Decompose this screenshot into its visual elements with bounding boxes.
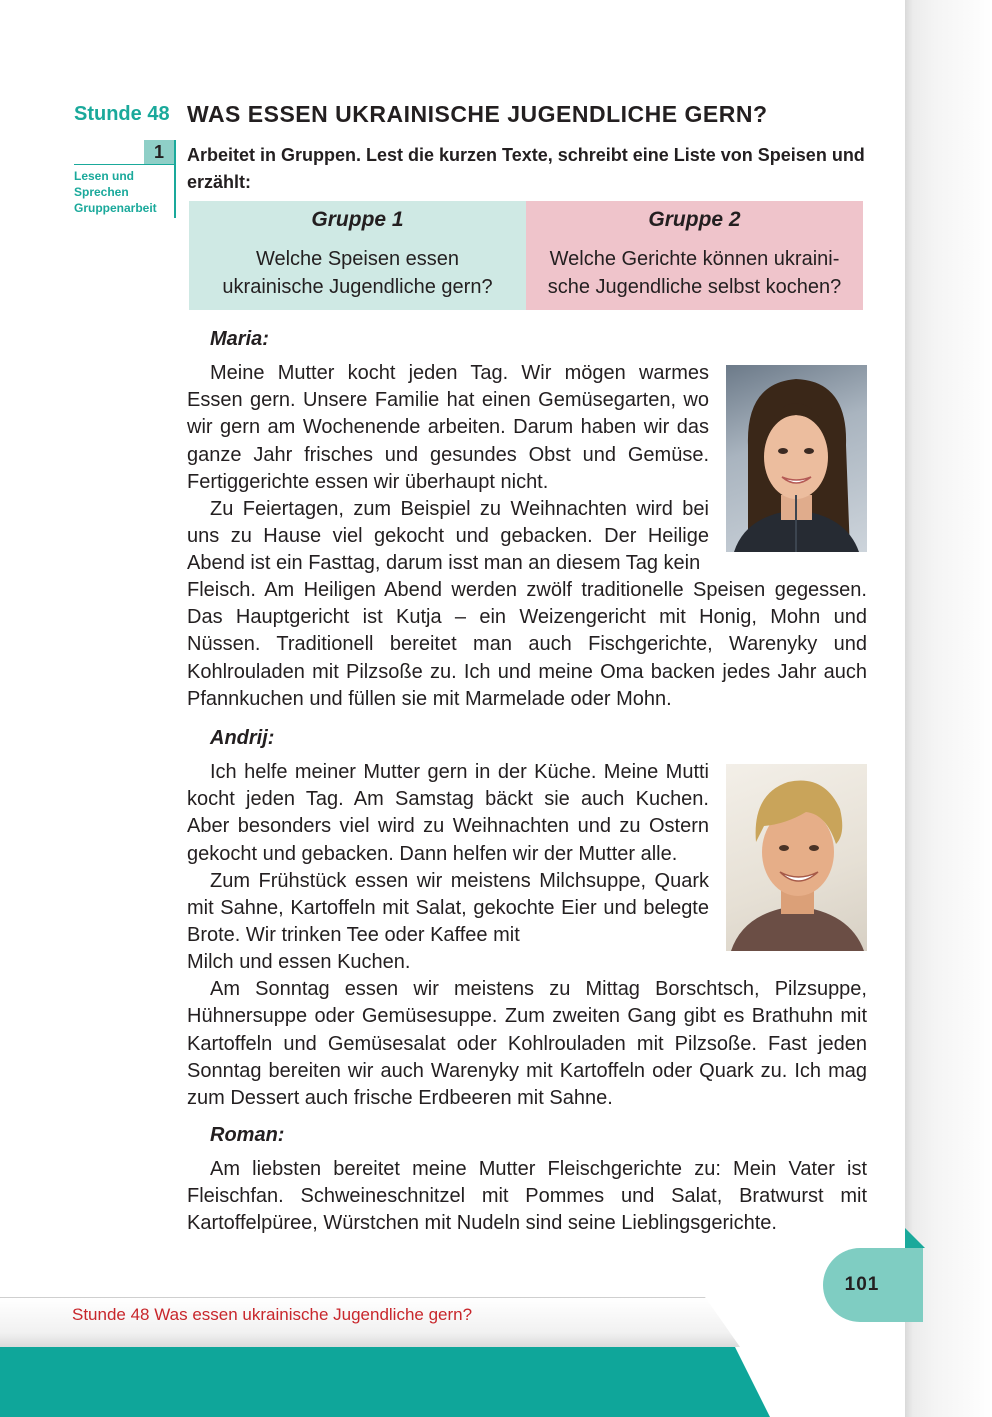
group-table (189, 201, 865, 310)
lesson-label: Stunde 48 (74, 103, 170, 125)
group-2-cell (526, 201, 863, 310)
page-number: 101 (844, 1274, 880, 1295)
paragraph: Ich helfe meiner Mutter gern in der Küche. Meine Mutti kocht jeden Tag. Am Samstag bäckt sie auch Kuchen. Aber besonders viel wird zu Weihnachten und zu Ostern gekocht und gebacken. Dann helfen wir der Mutter alle. (187, 761, 709, 865)
task-instruction: Arbeitet in Gruppen. Lest die kurzen Texte, schreibt eine Liste von Speisen und erzählt: (187, 145, 865, 192)
paragraph: Zum Frühstück essen wir meistens Milchsuppe, Quark mit Sahne, Kartoffeln mit Salat, gekochte Eier und belegte Brote. Wir trinken Tee oder Kaffee mit (187, 869, 709, 947)
speaker-name-roman: Roman: (210, 1124, 285, 1146)
question-line: sche Jugendliche selbst kochen? (547, 276, 842, 298)
task-divider (74, 164, 174, 165)
roman-text (187, 1156, 867, 1238)
group-2-question (526, 245, 863, 301)
speaker-name-maria: Maria: (210, 328, 269, 350)
portrait-boy-image (726, 764, 867, 951)
paragraph: Zu Feiertagen, zum Beispiel zu Weihnachten wird bei uns zu Hause viel gekocht und gebacken. Der Heilige Abend ist ein Fasttag, darum isst man an diesem Tag kein (187, 498, 709, 575)
paragraph-continued: Milch und essen Kuchen. (187, 951, 411, 973)
andrij-text-wrapped (187, 759, 709, 949)
page-edge-shadow (905, 0, 992, 1417)
skill-label: Gruppenarbeit (74, 201, 157, 215)
question-line: ukrainische Jugendliche gern? (222, 276, 493, 298)
group-1-cell (189, 201, 526, 310)
maria-text-full (187, 577, 867, 713)
portrait-girl-image (726, 365, 867, 552)
photo-andrij (726, 764, 867, 951)
task-number: 1 (144, 140, 174, 164)
page-title: WAS ESSEN UKRAINISCHE JUGENDLICHE GERN? (187, 101, 768, 127)
footer-band (0, 1347, 770, 1417)
paragraph: Am Sonntag essen wir meistens zu Mittag Borschtsch, Pilzsuppe, Hühnersuppe oder Gemüsesuppe. Zum zweiten Gang gibt es Brathuhn mit Kartoffeln und Gemüsesalat oder Kohlrouladen mit Pilzsoße. Fast jeden Sonntag bereiten wir auch Warenyky mit Kartoffeln oder Quark zu. Ich mag zum Dessert auch frische Erdbeeren mit Sahne. (187, 978, 867, 1110)
skill-label: Sprechen (74, 185, 129, 199)
speaker-name-andrij: Andrij: (210, 727, 275, 749)
group-1-question (189, 245, 526, 301)
photo-maria (726, 365, 867, 552)
question-line: Welche Gerichte können ukraini- (549, 248, 840, 270)
andrij-text-full (187, 949, 867, 1112)
maria-text-wrapped (187, 360, 709, 578)
paragraph: Am liebsten bereitet meine Mutter Fleischgerichte zu: Mein Vater ist Fleischfan. Schweineschnitzel mit Pommes und Salat, Bratwurst mit Kartoffelpüree, Würstchen mit Nudeln sind seine Lieblingsgerichte. (187, 1158, 867, 1235)
question-line: Welche Speisen essen (255, 248, 460, 270)
paragraph-continued: Fleisch. Am Heiligen Abend werden zwölf traditionelle Speisen gegessen. Das Hauptgericht ist Kutja – ein Weizengericht mit Honig, Mohn und Nüssen. Traditionell bereitet man auch Fischgerichte, Warenyky und Kohlrouladen mit Pilzsoße zu. Ich und meine Oma backen jedes Jahr auch Pfannkuchen und füllen sie mit Marmelade oder Mohn. (187, 579, 867, 710)
task-skills (74, 168, 170, 216)
running-title: Stunde 48 Was essen ukrainische Jugendliche gern? (72, 1305, 473, 1324)
task-marker (74, 140, 176, 218)
skill-label: Lesen und (74, 169, 135, 183)
group-1-title: Gruppe 1 (311, 208, 404, 231)
paragraph: Meine Mutter kocht jeden Tag. Wir mögen warmes Essen gern. Unsere Familie hat einen Gemüsegarten, wo wir gern am Wochenende arbeiten. Darum haben wir das ganze Jahr frisches und gesundes Obst und Gemüse. Fertiggerichte essen wir überhaupt nicht. (187, 362, 709, 493)
group-2-title: Gruppe 2 (648, 208, 741, 231)
